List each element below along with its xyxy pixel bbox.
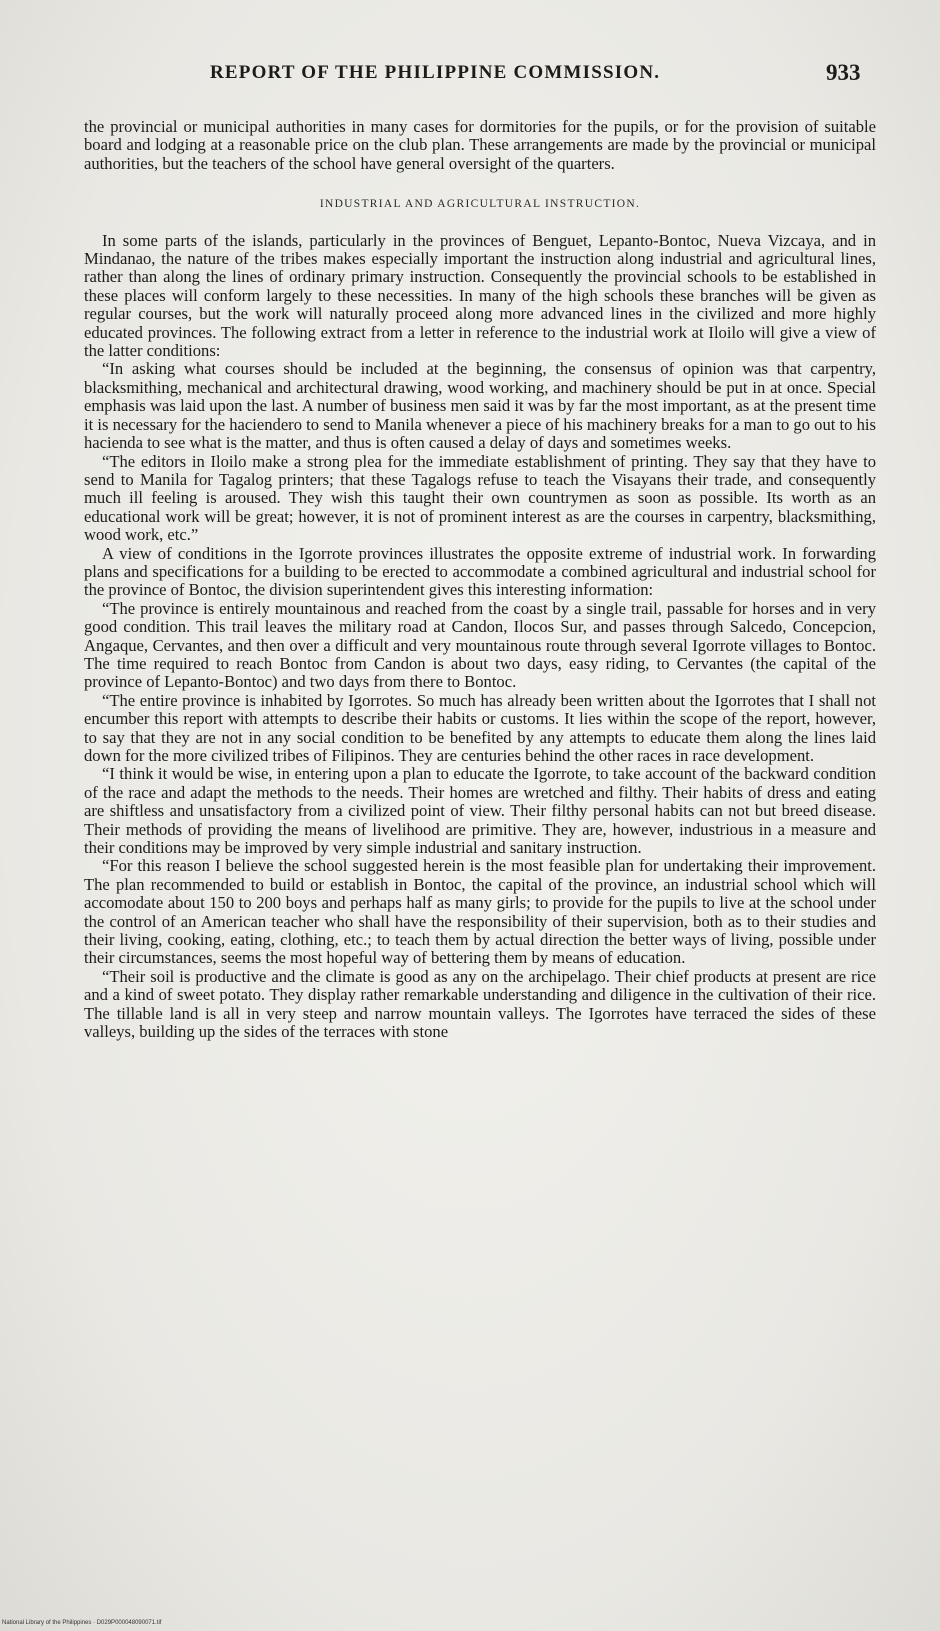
section-heading: INDUSTRIAL AND AGRICULTURAL INSTRUCTION. [319,198,641,211]
paragraph: “In asking what courses should be included at the beginning, the consensus of opinion was that carpentry, blacksmithing, mechanical and architectural drawing, wood working, and machinery should be put in at once. Special emphasis was laid upon the last. A number of business men said it was by far the most important, as at the present time it is necessary for the haciendero to send to Manila whenever a piece of his machinery breaks for a man to go out to his hacienda to see what is the matter, and thus is often caused a delay of days and sometimes weeks. [84,359,876,453]
paragraph: “The editors in Iloilo make a strong plea for the immediate establishment of printing. They say that they have to send to Manila for Tagalog printers; that these Tagalogs refuse to teach the Visayans their trade, and consequently much ill feeling is aroused. They wish this taught their own countrymen as soon as possible. Its worth as an educational work will be great; however, it is not of prominent interest as are the courses in carpentry, blacksmithing, wood work, etc.” [84,451,876,545]
body-text [84,118,876,1042]
page-header [0,62,940,92]
page-number: 933 [826,60,861,85]
paragraph: “Their soil is productive and the climate is good as any on the archipelago. Their chief products at present are rice and a kind of sweet potato. They display rather remarkable understanding and diligence in the cultivation of their rice. The tillable land is all in very steep and narrow mountain valleys. The Igorrotes have terraced the sides of these valleys, building up the sides of the terraces with stone [84,966,876,1042]
paragraph: the provincial or municipal authorities in many cases for dormitories for the pupils, or for the provision of suitable board and lodging at a reasonable price on the club plan. These arrangements are made by the provincial or municipal authorities, but the teachers of the school have general oversight of the quarters. [84,117,876,173]
running-title: REPORT OF THE PHILIPPINE COMMISSION. [210,62,661,83]
paragraph: “For this reason I believe the school suggested herein is the most feasible plan for undertaking their improvement. The plan recommended to build or establish in Bontoc, the capital of the province, an industrial school which will accomodate about 150 to 200 boys and perhaps half as many girls; to provide for the pupils to live at the school under the control of an American teacher who shall have the responsibility of their supervision, both as to their studies and their living, cooking, eating, clothing, etc.; to teach them by actual direction the better ways of living, possible under their circumstances, seems the most hopeful way of bettering them by means of education. [84,856,876,968]
paragraph: “The province is entirely mountainous and reached from the coast by a single trail, passable for horses and in very good condition. This trail leaves the military road at Candon, Ilocos Sur, and passes through Salcedo, Concepcion, Angaque, Cervantes, and then over a difficult and very mountainous route through several Igorrote villages to Bontoc. The time required to reach Bontoc from Candon is about two days, easy riding, to Cervantes (the capital of the province of Lepanto-Bontoc) and two days from there to Bontoc. [84,598,876,692]
paragraph: “The entire province is inhabited by Igorrotes. So much has already been written about the Igorrotes that I shall not encumber this report with attempts to describe their habits or customs. It lies within the scope of the report, however, to say that they are not in any social condition to be benefited by any attempts to educate them along the lines laid down for the more civilized tribes of Filipinos. They are centuries behind the other races in race development. [84,690,876,765]
scan-credit: National Library of the Philippines · D029P000048090071.tif [2,1620,162,1626]
paragraph: “I think it would be wise, in entering upon a plan to educate the Igorrote, to take account of the backward condition of the race and adapt the methods to the needs. Their homes are wretched and filthy. Their habits of dress and eating are shiftless and unsatisfactory from a civilized point of view. Their filthy personal habits can not but breed disease. Their methods of providing the means of livelihood are primitive. They are, however, industrious in a measure and their conditions may be improved by very simple industrial and sanitary instruction. [84,764,876,858]
paragraph: A view of conditions in the Igorrote provinces illustrates the opposite extreme of industrial work. In forwarding plans and specifications for a building to be erected to accommodate a combined agricultural and industrial school for the province of Bontoc, the division superintendent gives this interesting information: [84,543,876,600]
paragraph: In some parts of the islands, particularly in the provinces of Benguet, Lepanto-Bontoc, Nueva Vizcaya, and in Mindanao, the nature of the tribes makes especially important the instruction along industrial and agricultural lines, rather than along the lines of ordinary primary instruction. Consequently the provincial schools to be established in these places will conform largely to these necessities. In many of the high schools these branches will be given as regular courses, but the work will naturally proceed along more advanced lines in the civilized and more highly educated provinces. The following extract from a letter in reference to the industrial work at Iloilo will give a view of the latter conditions: [84,230,876,361]
